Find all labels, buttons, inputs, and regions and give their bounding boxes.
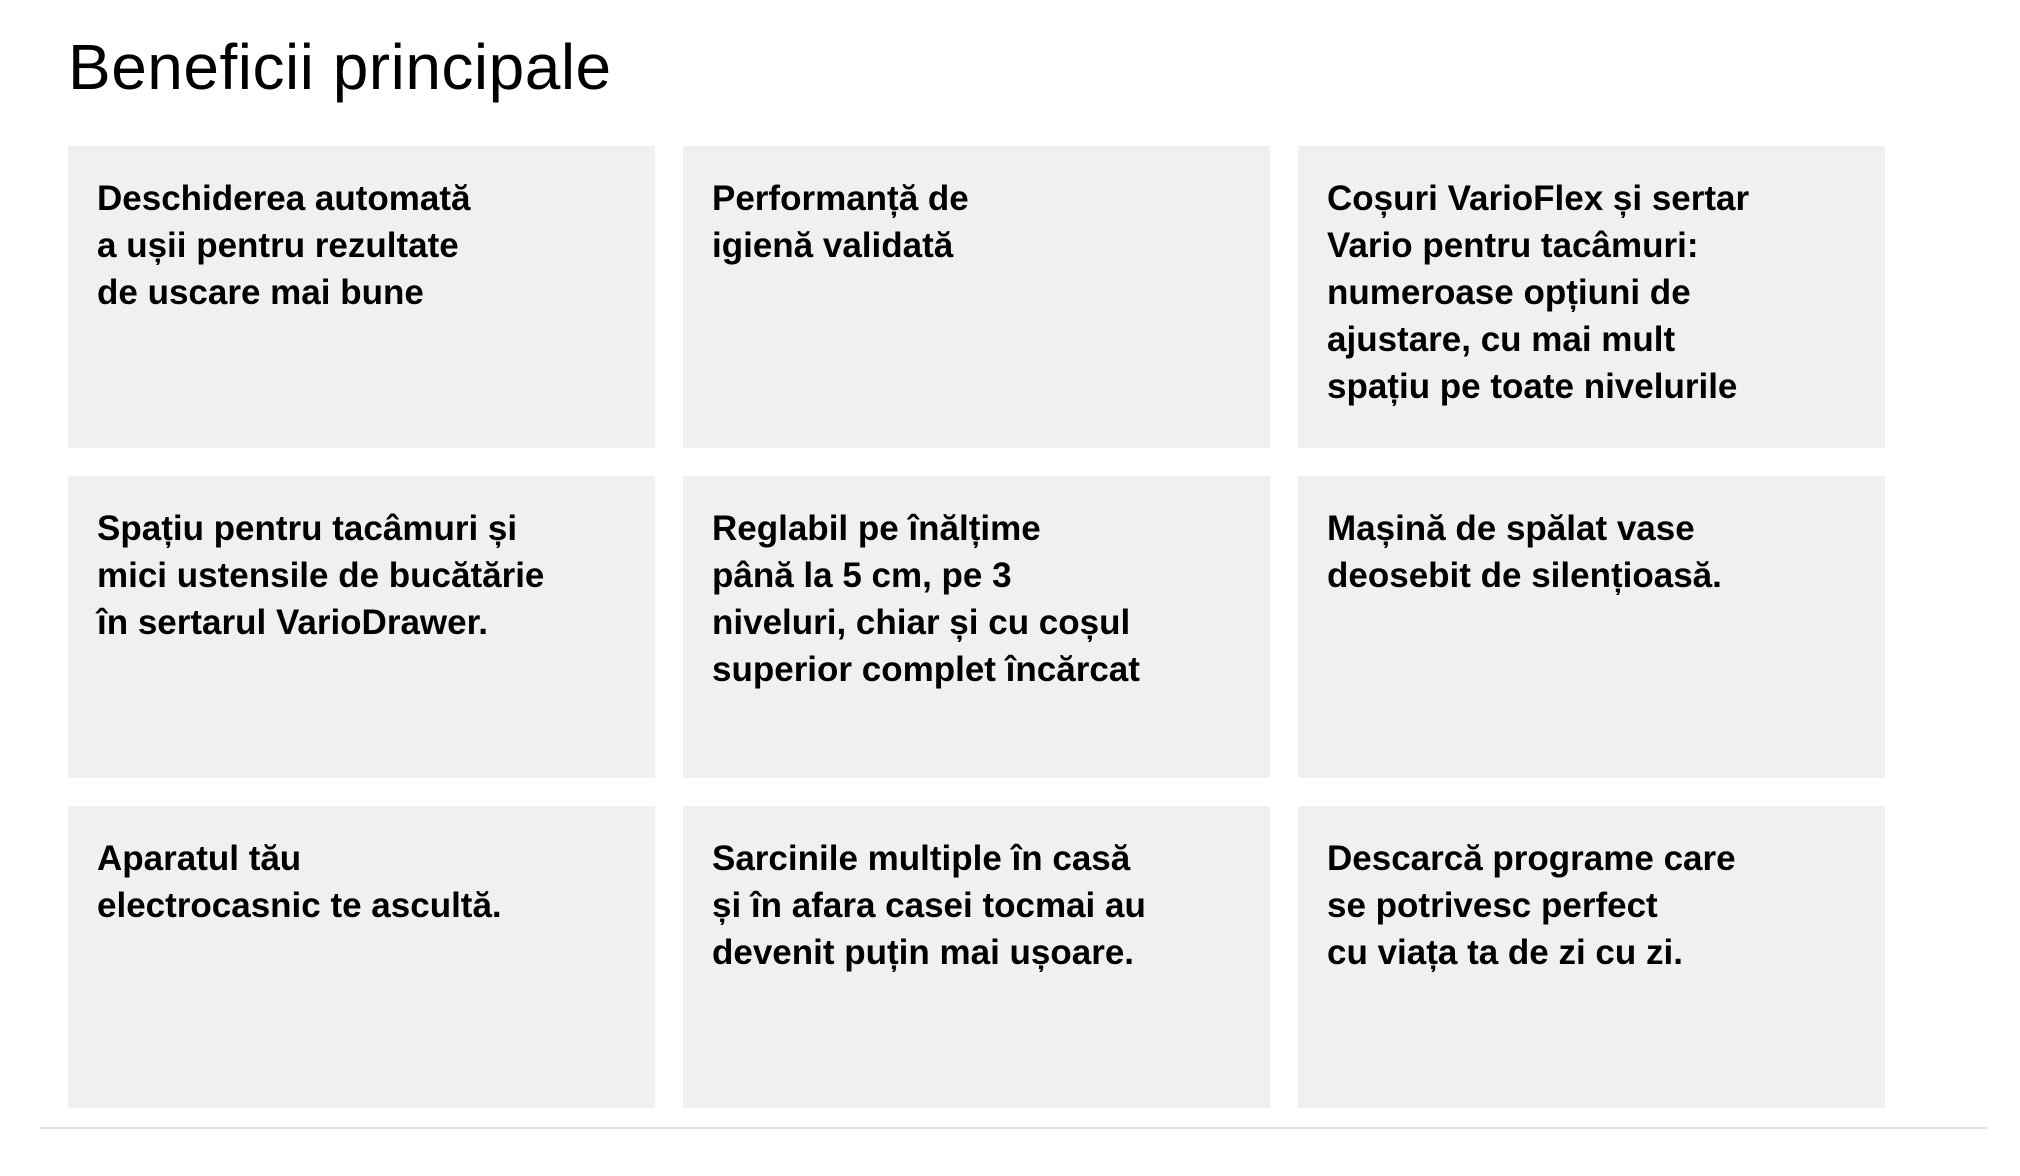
benefit-card-text: Coșuri VarioFlex și sertar Vario pentru tacâmuri: numeroase opțiuni de ajustare, cu mai mult spațiu pe toate nivelurile [1327, 179, 1750, 406]
section-divider [40, 1127, 1987, 1129]
benefit-card-variodrawer [68, 476, 655, 778]
benefits-grid [68, 146, 1959, 1108]
benefit-card-text: Performanță de igienă validată [712, 179, 969, 265]
benefit-card-auto-open-door [68, 146, 655, 448]
benefit-card-height-adjustable [683, 476, 1270, 778]
benefit-card-text: Reglabil pe înălțime până la 5 cm, pe 3 niveluri, chiar și cu coșul superior complet încărcat [712, 509, 1140, 689]
benefit-card-text: Deschiderea automată a ușii pentru rezultate de uscare mai bune [97, 179, 471, 312]
benefit-card-voice-control [68, 806, 655, 1108]
benefit-card-text: Mașină de spălat vase deosebit de silențioasă. [1327, 509, 1722, 595]
page-title: Beneficii principale [68, 31, 612, 103]
benefit-card-silent [1298, 476, 1885, 778]
benefit-card-download-programs [1298, 806, 1885, 1108]
benefit-card-multitasking [683, 806, 1270, 1108]
benefit-card-text: Aparatul tău electrocasnic te ascultă. [97, 839, 502, 925]
benefit-card-varioflex-baskets [1298, 146, 1885, 448]
benefit-card-text: Sarcinile multiple în casă și în afara casei tocmai au devenit puțin mai ușoare. [712, 839, 1146, 972]
benefit-card-text: Spațiu pentru tacâmuri și mici ustensile de bucătărie în sertarul VarioDrawer. [97, 509, 545, 642]
benefit-card-text: Descarcă programe care se potrivesc perfect cu viața ta de zi cu zi. [1327, 839, 1736, 972]
benefit-card-hygiene [683, 146, 1270, 448]
